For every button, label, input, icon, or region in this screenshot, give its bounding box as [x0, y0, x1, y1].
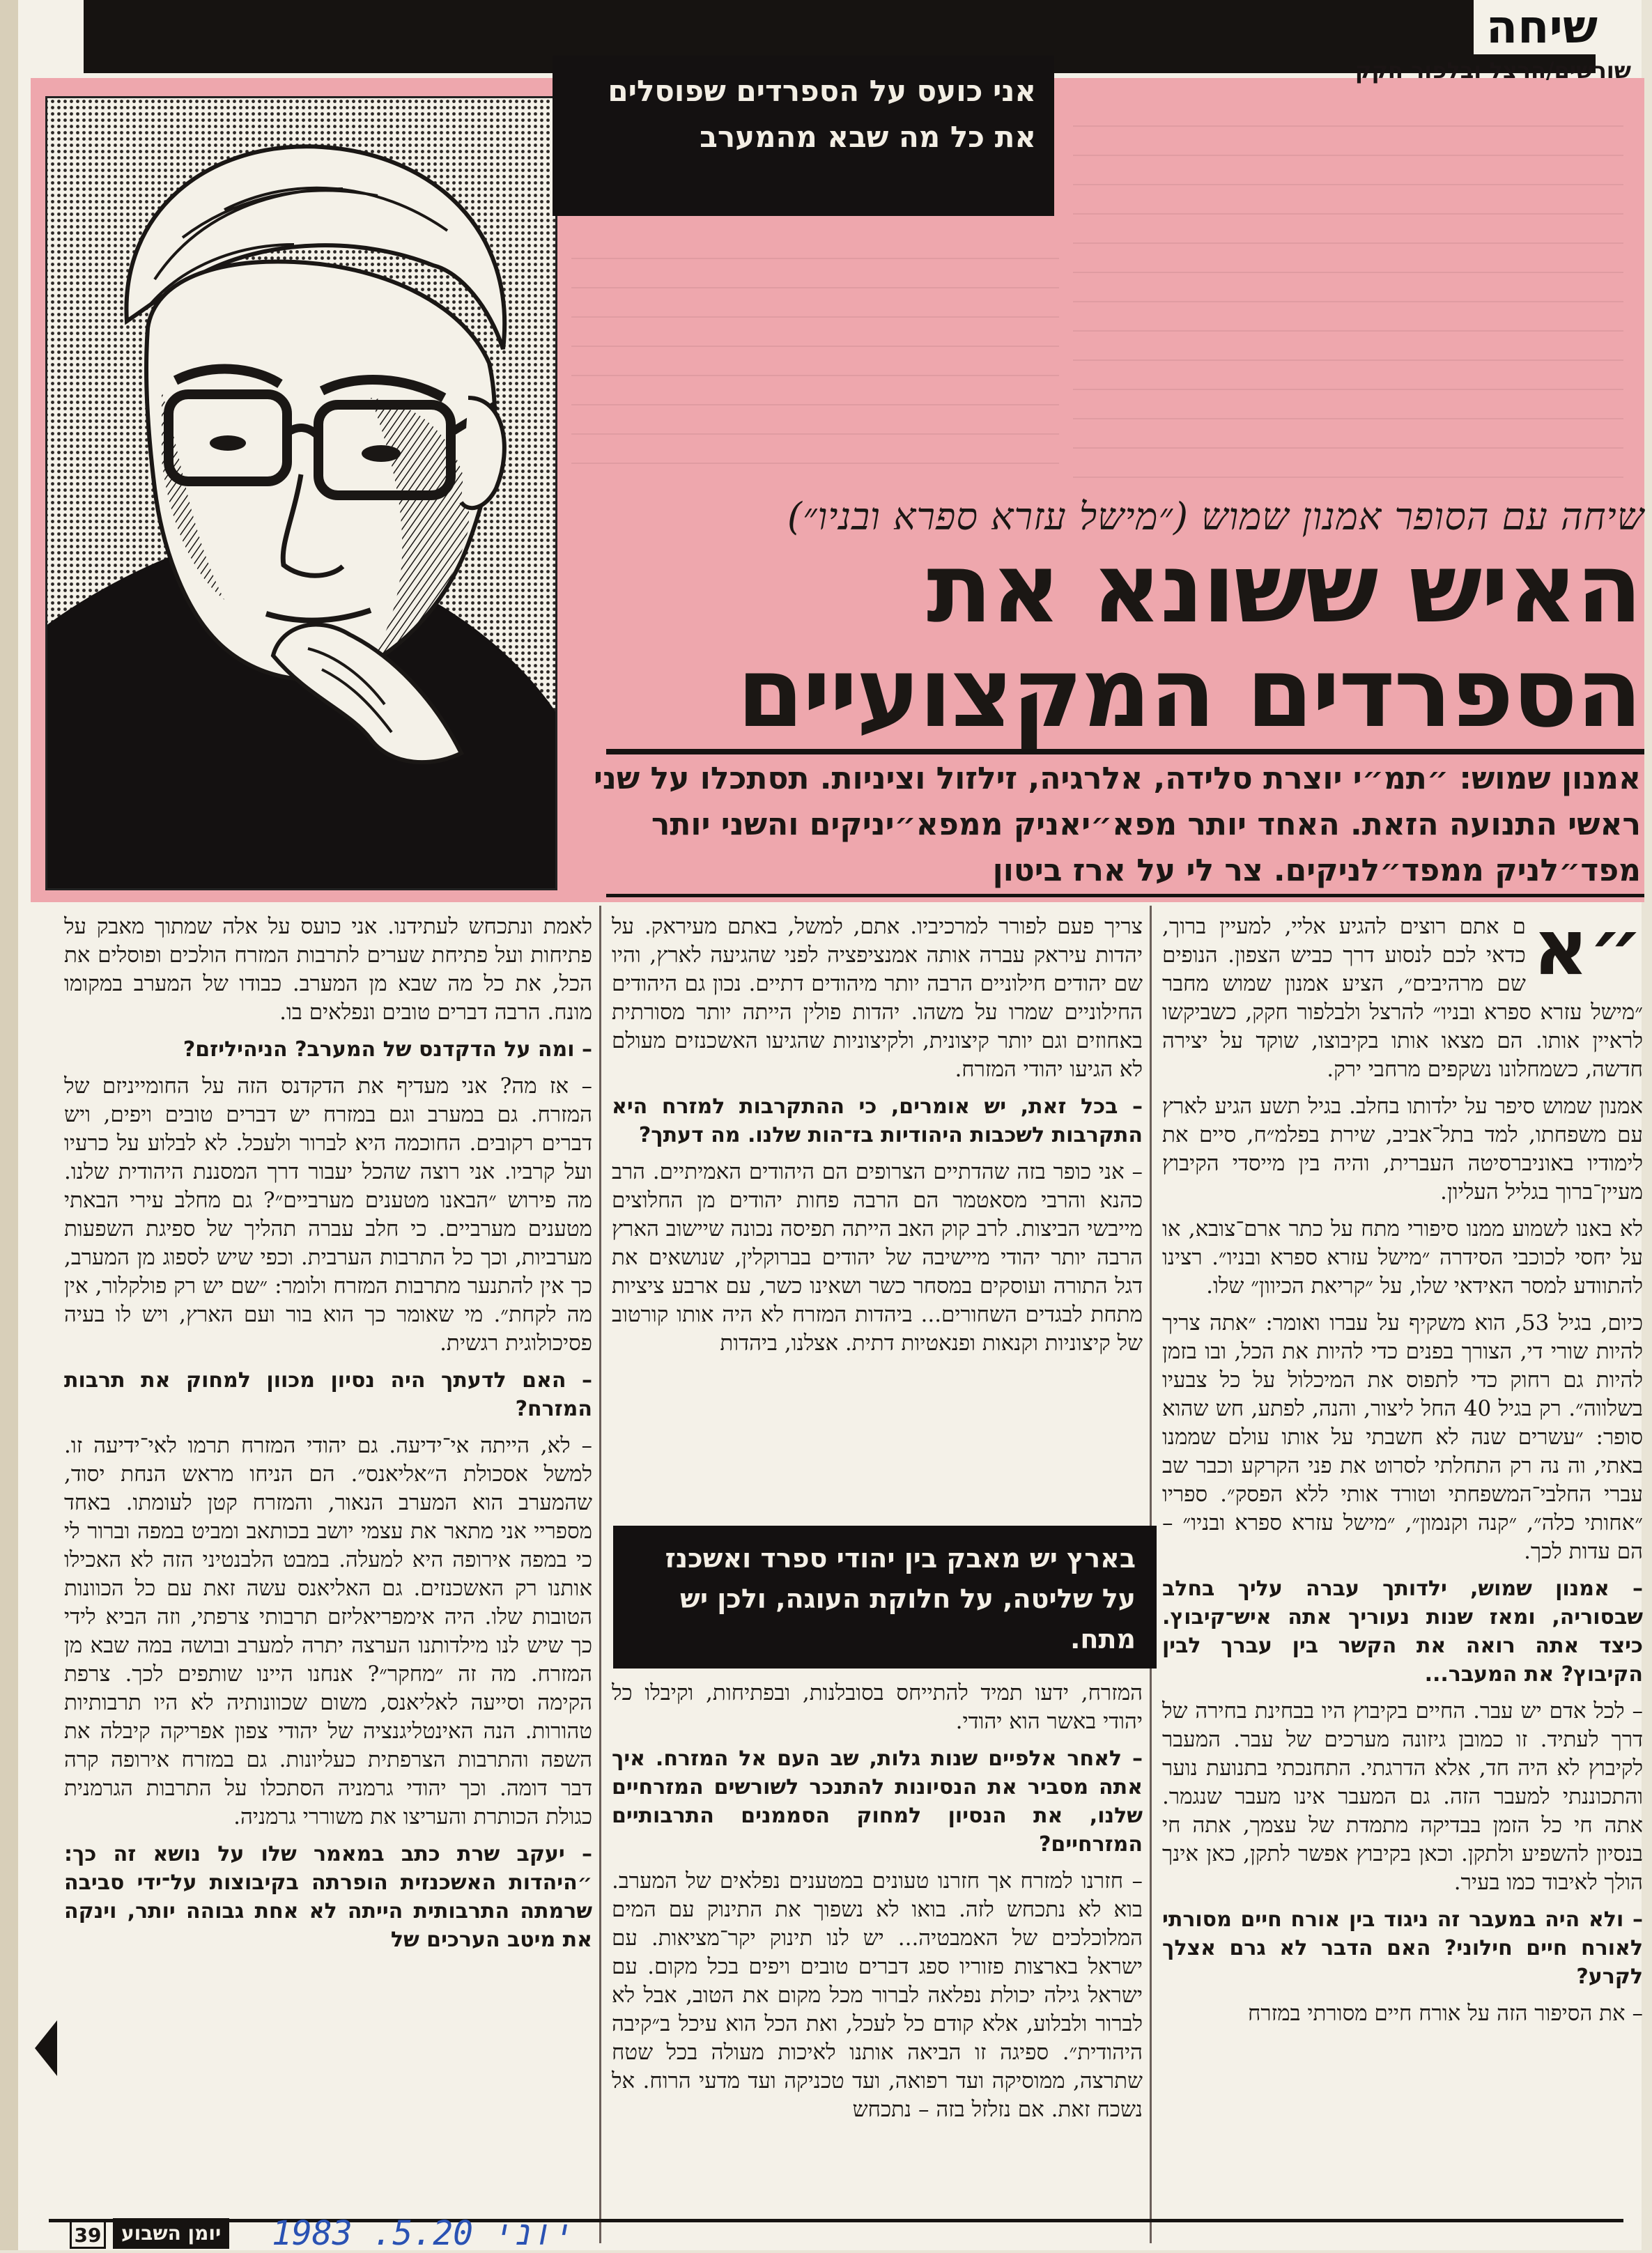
body-paragraph: אמנון שמוש סיפר על ילדותו בחלב. בגיל תשע הגיע לארץ עם משפחתו, למד בתל־אביב, שירת בפלמ״ח, סיים את לימודיו באוניברסיטה העברית, והיה בין מייסדי הקיבוץ מעיין־ברוך בגליל העליון.: [1162, 1094, 1643, 1205]
title-line-1: האיש ששונא את: [926, 532, 1641, 644]
body-paragraph: לא באנו לשמוע ממנו סיפורי מתח על כתר ארם־צובא, או על יחסי לכוכבי הסידרה ״מישל עזרא ספרא ובניו״. רצינו להתוודע למסר האידאי שלו, על ״קריאת הכיוון״ שלו.: [1162, 1216, 1643, 1299]
body-paragraph: – את הסיפור הזה על אורח חיים מסורתי במזרח: [1248, 2001, 1643, 2026]
column-right: [1162, 913, 1643, 2243]
author-portrait-illustration: [45, 96, 557, 890]
body-paragraph: כיום, בגיל 53, הוא משקיף על עברו ואומר: ״אתה צריך להיות שורי די, הצורך בפנים כדי להיות את הכל, ובו בזמן להיות גם רחוק כדי לתפוס את המיכלול על כל צבעיו בשלווה״. רק בגיל 40 החל ליצור, והנה, לפתע, חש שהוא סופר: ״עשרים שנה לא חשבתי על אותו עולם שממנו באתי, וה נה רק התחלתי לסרוט את פני הקרקע וכבר שב עברי החלבי־המשפחתי וטורד אותי ללא הפסק״. ספריו ״אחותי כלה״, ״קנה וקנמון״, ״מישל עזרא ספרא ובניו״ – הם עדות לכך.: [1162, 1310, 1643, 1564]
continue-arrow-icon: [35, 2020, 57, 2076]
bleedthrough-text: [1073, 98, 1623, 488]
interview-question: – בכל זאת, יש אומרים, כי ההתקרבות למזרח היא התקרבות לשכבות היהודיות בז־הות שלנו. מה דעתך?: [612, 1094, 1143, 1147]
body-paragraph: צריך פעם לפורר למרכיביו. אתם, למשל, באתם מעיראק. על יהדות עיראק עברה אותה אמנציפציה לפני שהגיעה לארץ, והיו שם יהודים חילוניים הרבה יותר מיהודים דתיים. נכון גם היהודים החילוניים שמרו על משהו. יהדות פולין הייתה יותר מסורתית באחוזים וגם יותר קיצונית, ולקיצוניות שהגיעו האשכנזים מעולם לא הגיעו יהודי המזרח.: [612, 914, 1143, 1082]
interview-question: – יעקב שרת כתב במאמר שלו על נושא זה כך: ״היהדות האשכנזית הופרתה בקיבוצות על־ידי סביבה שרמתה התרבותית הייתה לא אחת גבוהה יותר, וינקה את מיטב הערכים של: [64, 1842, 592, 1952]
series-credit: שורשים/הרצל ובלפור חקק: [1354, 57, 1631, 84]
article-kicker: שיחה עם הסופר אמנון שמוש (״מישל עזרא ספרא ובניו״): [787, 495, 1644, 539]
title-line-2: הספרדים המקצועיים: [736, 637, 1641, 749]
interview-question: – ולא היה במעבר זה ניגוד בין אורח חיים מסורתי לאורח חיים חילוני? האם הדבר לא גרם אצלך לקרע?: [1162, 1907, 1643, 1989]
body-paragraph: – אז מה? אני מעדיף את הדקדנס הזה על החומייניזם של המזרח. גם במערב וגם במזרח יש דברים טובים ויפים, ויש דברים רקובים. החוכמה היא לברור ולעכל. לא לבלוע על כרעיו ועל קרביו. אני רוצה שהכל יעבור דרך המסננת היהודית שלנו. מה פירוש ״הבאנו מטענים מערביים״? גם מחלב עירי הבאתי מטענים מערביים. כי חלב עברה תהליך של ספיגת השפעות מערביות, וכך כל התרבות הערבית. וכפי שיש לספוג מן המערב, כך אין להתנער מתרבות המזרח ולומר: ״שם יש רק פולקלור, אין מה לקחת״. מי שאומר כך הוא בור ועם הארץ, ויש לו בעיה פסיכולוגית רגשית.: [64, 1074, 592, 1356]
body-paragraph: – לכל אדם יש עבר. החיים בקיבוץ היו בבחינת בחירה של דרך לעתיד. זו כמובן גיזונה מערכים של עבר. המעבר לקיבוץ לא היה חד, אלא הדרגתי. התחנכתי בתנועת נוער והתכוננתי למעבר הזה. גם המעבר אינו מעבר שנגמר. אתה חי כל הזמן בבדיקה מתמדת של עצמך, אתה חי בנסיון להשפיע ולתקן. וכאן בקיבוץ אפשר לתקן, כאן אינך הולך לאיבוד כמו בעיר.: [1162, 1698, 1643, 1895]
quote-line-2: את כל מה שבא מהמערב: [700, 120, 1036, 154]
interview-question: – לאחר אלפיים שנות גלות, שב העם אל המזרח. איך אתה מסביר את הנסיונות להתנכר לשורשים המזרחיים שלנו, את הנסיון למחוק הסממנים התרבותיים המזרחיים?: [612, 1747, 1143, 1857]
quote-box: [553, 56, 1054, 216]
body-paragraph: ם אתם רוצים להגיע אליי, למעיין ברוך, כדאי לכם לנסוע דרך כביש הצפון. הנופים שם מרהיבים״, הציע אמנון שמוש מחבר ״מישל עזרא ספרא ובניו״ להרצל ולבלפור חקק, כשביקשו לראיין אותו. הם מצאו אותו בקיבוצו, שוקד על יצירה חדשה, כשמחלונו נשקפים מרחבי ירק.: [1162, 914, 1643, 1082]
drop-cap: ״א: [1532, 913, 1643, 992]
body-paragraph: – לא, הייתה אי־ידיעה. גם יהודי המזרח תרמו לאי־ידיעה זו. למשל אסכולת ה״אליאנס״. הם הניחו מראש הנחת יסוד, שהמערב הוא המערב הנאור, והמזרח קטן לעומתו. באחד מספריי אני מתאר את עצמי יושב בכותאב ומביט במפה וברור לי כי במפה אירופה היא למעלה. במבט הלבנטיני הזה לא האכילו אותנו רק האשכנזים. גם האליאנס עשה זאת עם כל הכוונות הטובות שלו. היה אימפריאליזם תרבותי צרפתי, וזה הביא לידי כך שיש לנו מילדותנו הערצה יתרה למערב ובושה במה שבא מן המזרח. מה זה ״מחקר״? אנחנו היינו שותפים לכך. צרפת הקימה וסייעה לאליאנס, משום שכוונותיה לא היו תרבותיות טהורות. הנה האינטליגנציה של יהודי צפון אפריקה קיבלה את השפה והתרבות הצרפתית כעליונות. גם במזרח אירופה קרה דבר דומה. וכך יהודי גרמניה הסתכלו על התרבות הגרמנית כגולת הכותרת והעריצו את משוררי גרמניה.: [64, 1433, 592, 1829]
interview-question: – ומה על הדקדנס של המערב? הניהיליזם?: [183, 1037, 592, 1062]
body-paragraph: לאמת ונתכחש לעתידנו. אני כועס על אלה שמתוך מאבק על פתיחות ועל פתיחת שערים לתרבות המזרח הולכים ופוסלים את הכל, את כל מה שבא מן המערב. כבודו של המערב במקומו מונח. הרבה דברים טובים ונפלאים בו.: [64, 914, 592, 1025]
column-middle-bottom: [612, 1679, 1143, 2215]
article-deck: אמנון שמוש: ״תמ״י יוצרת סלידה, אלרגיה, זילזול וציניות. תסתכלו על שני ראשי התנועה הזאת. האחד יותר מפא״יאניק ממפא״יניקים והשני יותר מפד״לניק ממפד״לניקים. צר לי על ארז ביטון: [593, 761, 1641, 888]
page-number: 39: [70, 2220, 106, 2249]
body-paragraph: – אני כופר בזה שהדתיים הצרופים הם היהודים האמיתיים. הרב כהנא והרבי מסאטמר הם הרבה פחות יהודים מן החלוצים מייבשי הביצות. לרב קוק האב הייתה תפיסה נכונה שיישוב הארץ הרבה יותר יהודי מיישיבה של יהודים בברוקלין, שנושאים את דגל התורה ועוסקים במסחר כשר ושאינו כשר, עם ארבע ציציות מתחת לבגדים השחורים... ביהדות המזרח לא היה אותו קורטוב של קיצוניות וקנאות ופנאטיות דתית. אצלנו, ביהדות: [612, 1159, 1143, 1356]
handwritten-date: 1983 .5.יוני 20: [272, 2214, 574, 2253]
column-left: [64, 913, 592, 2215]
quote-line-1: אני כועס על הספרדים שפוסלים: [608, 74, 1036, 108]
section-label: שיחה: [1474, 0, 1610, 54]
magazine-name: יומן השבוע: [113, 2218, 229, 2249]
article-title: [582, 532, 1641, 749]
deck-bottom-rule: [606, 894, 1644, 897]
deck-top-rule: [606, 749, 1644, 754]
interview-question: – האם לדעתך היה נסיון מכוון למחוק את תרבות המזרח?: [64, 1368, 592, 1421]
interview-question: – אמנון שמוש, ילדותך עברה עליך בחלב שבסוריה, ומאז שנות נעוריך אתה איש־קיבוץ. כיצד אתה רואה את הקשר בין עברך לבין הקיבוץ? את המעבר...: [1162, 1577, 1643, 1687]
body-paragraph: המזרח, ידעו תמיד להתייחס בסובלנות, ובפתיחות, וקיבלו כל יהודי באשר הוא יהודי.: [612, 1680, 1143, 1734]
body-paragraph: – חזרנו למזרח אך חזרנו טעונים במטענים נפלאים של המערב. בוא לא נתכחש לזה. בואו לא נשפוך את התינוק עם המים המלוכלכים של האמבטיה... יש לנו תינוק יקר־מציאות. עם ישראל בארצות פזוריו ספג דברים טובים ויפים בכל מקום. עם ישראל גילה יכולת נפלאה לברור מכל מקום את הטוב, אבל לא לברור ולבלוע, אלא קודם כל לעכל, ואת הכל הוא עיכל ב״קיבה היהודית״. ספיגה זו הביאה אותנו לאיכות מעולה בכל שטח שתרצה, ממוסיקה ועד רפואה, ועד טכניקה ועד מדעי הרוח. אל נשכח זאת. אם נזלזל בזה – נתכחש: [612, 1868, 1143, 2122]
pull-quote: בארץ יש מאבק בין יהודי ספרד ואשכנז על שליטה, על חלוקת העוגה, ולכן יש מתח.: [613, 1526, 1157, 1669]
column-middle-top: [612, 913, 1143, 1519]
column-divider: [599, 906, 601, 2243]
bleedthrough-text-middle: [571, 230, 1059, 488]
